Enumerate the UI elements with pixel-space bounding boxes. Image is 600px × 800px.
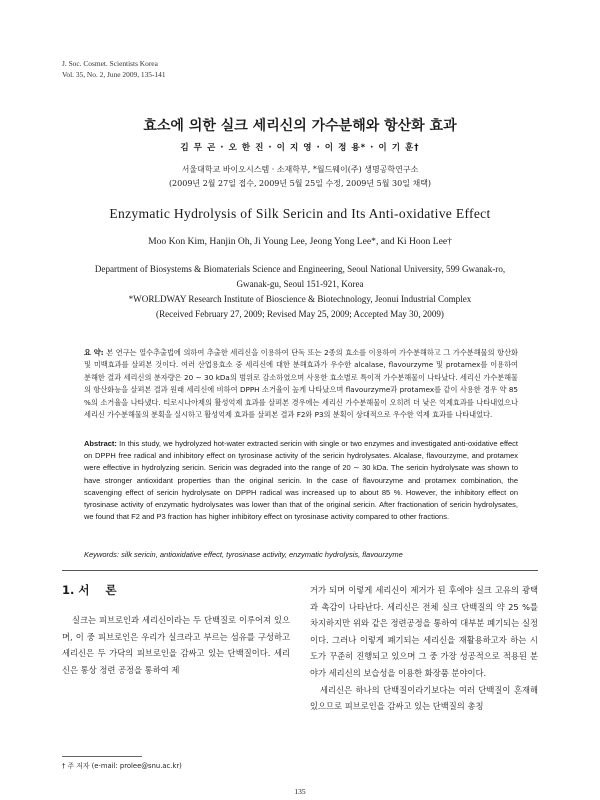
section-heading: 1. 서 론: [62, 583, 117, 597]
page-number: 135: [294, 787, 306, 796]
english-affiliation-line3: *WORLDWAY Research Institute of Bioscience & Biotechnology, Jeonui Industrial Complex: [128, 294, 472, 304]
korean-dates: (2009년 2월 27일 접수, 2009년 5월 25일 수정, 2009년 5월 30일 채택): [168, 178, 432, 188]
body-column-right: [310, 582, 538, 715]
korean-title: 효소에 의한 실크 세리신의 가수분해와 항산화 효과: [143, 118, 457, 134]
english-affiliation-line1: Department of Biosystems & Biomaterials Science and Engineering, Seoul National University, 599 Gwanak-ro,: [94, 264, 506, 274]
korean-authors: 김 무 곤 · 오 한 진 · 이 지 영 · 이 정 용* · 이 기 훈†: [180, 143, 420, 153]
english-title: Enzymatic Hydrolysis of Silk Sericin and Its Anti-oxidative Effect: [109, 206, 491, 221]
english-affiliation-block: [0, 262, 600, 322]
journal-header: [62, 58, 166, 80]
english-abstract-label: Abstract:: [84, 439, 117, 448]
body-column-left: 실크는 피브로인과 세리신이라는 두 단백질로 이루어져 있으며, 이 중 피브로인은 우리가 실크라고 부르는 섬유를 구성하고 세리신은 두 가닥의 피브로인을 감싸고 있는 단백질이다. 세리신은 통상 정련 공정을 통하여 제: [62, 615, 290, 675]
korean-abstract-text: 본 연구는 열수추출법에 의하여 추출한 세리신을 이용하여 단독 또는 2종의 효소를 이용하여 가수분해하고 그 가수분해물의 항산화 및 미백효과를 살펴본 것이다. 여러 산업용효소 중 세리신에 대한 분해효과가 우수한 alcalase, flavourzyme 및 protamex를 이용하여 분해한 결과 세리신의 분자량은 20 ∼ 30 kDa의 범위로 감소하였으며 사용한 효소별로 특이적 가수분해물이 나타났다. 세리신 가수분해물의 항산화능을 살펴본 결과 원래 세리신에 비하여 DPPH 소거율이 높게 나타났으며 flavourzyme과 protamex를 같이 사용한 경우 약 85 %의 소거율을 나타냈다. 티로시나아제의 활성억제 효과를 살펴본 경우에는 세리신 가수분해물이 오히려 더 낮은 억제효과를 나타내었으나 세리신 가수분해물의 분획을 실시하고 활성억제 효과를 살펴본 결과 F2와 P3의 분획이 상대적으로 우수한 억제 효과를 나타내었다.: [84, 348, 518, 420]
korean-abstract-label: 요 약:: [84, 348, 104, 357]
journal-volume: Vol. 35, No. 2, June 2009, 135-141: [62, 70, 166, 79]
english-affiliation-line2: Gwanak-gu, Seoul 151-921, Korea: [236, 279, 364, 289]
english-abstract-text: In this study, we hydrolyzed hot-water extracted sericin with single or two enzymes and investigated anti-oxidative effect on DPPH free radical and inhibitory effect on tyrosinase activity of the sericin hydrolysates. Alcalase, flavourzyme, and protamex were effective in hydrolyzing sericin. Sericin was degraded into the range of 20 ∼ 30 kDa. The sericin hydrolysate was shown to have stronger antioxidant properties than the original sericin. In the case of flavourzyme and protamex combination, the scavenging effect of sericin hydrolysate on DPPH radical was increased up to about 85 %. However, the inhibitory effect on tyrosinase activity of enzymatic hydrolysates was lower than that of the original sericin. After fractionation of sericin hydrolysates, we found that F2 and P3 fraction has higher inhibitory effect on tyrosinase activity compared to other fractions.: [84, 439, 518, 522]
footnote-rule: [62, 756, 142, 757]
keywords: [84, 550, 518, 559]
keywords-text: silk sericin, antioxidative effect, tyrosinase activity, enzymatic hydrolysis, flavourzyme: [121, 550, 403, 559]
korean-affiliation-block: [0, 163, 600, 190]
journal-name: J. Soc. Cosmet. Scientists Korea: [62, 59, 158, 68]
korean-affiliation: 서울대학교 바이오시스템 · 소재학부, *월드웨이(주) 생명공학연구소: [181, 165, 419, 174]
body-paragraph: 거가 되며 이렇게 세리신이 제거가 된 후에야 실크 고유의 광택과 촉감이 나타난다. 세리신은 전체 실크 단백질의 약 25 %를 차지하지만 위와 같은 정련공정을 통하여 대부분 폐기되는 실정이다. 그러나 이렇게 폐기되는 세리신을 재활용하고자 하는 시도가 꾸준히 진행되고 있으며 그 중 가장 성공적으로 적용된 분야가 세리신의 보습성을 이용한 화장품 분야이다.: [310, 585, 538, 678]
english-dates: (Received February 27, 2009; Revised May 25, 2009; Accepted May 30, 2009): [156, 309, 444, 319]
english-authors: Moo Kon Kim, Hanjin Oh, Ji Young Lee, Jeong Yong Lee*, and Ki Hoon Lee†: [148, 236, 452, 247]
footnote: † 주 저자 (e-mail: prolee@snu.ac.kr): [62, 762, 182, 770]
keywords-label: Keywords:: [84, 550, 120, 559]
english-abstract: [84, 438, 518, 523]
body-paragraph: 세리신은 하나의 단백질이라기보다는 여러 단백질이 혼재해 있으므로 피브로인을 감싸고 있는 단백질의 총칭: [310, 684, 538, 712]
korean-abstract: [84, 347, 518, 421]
section-divider: [62, 570, 538, 571]
